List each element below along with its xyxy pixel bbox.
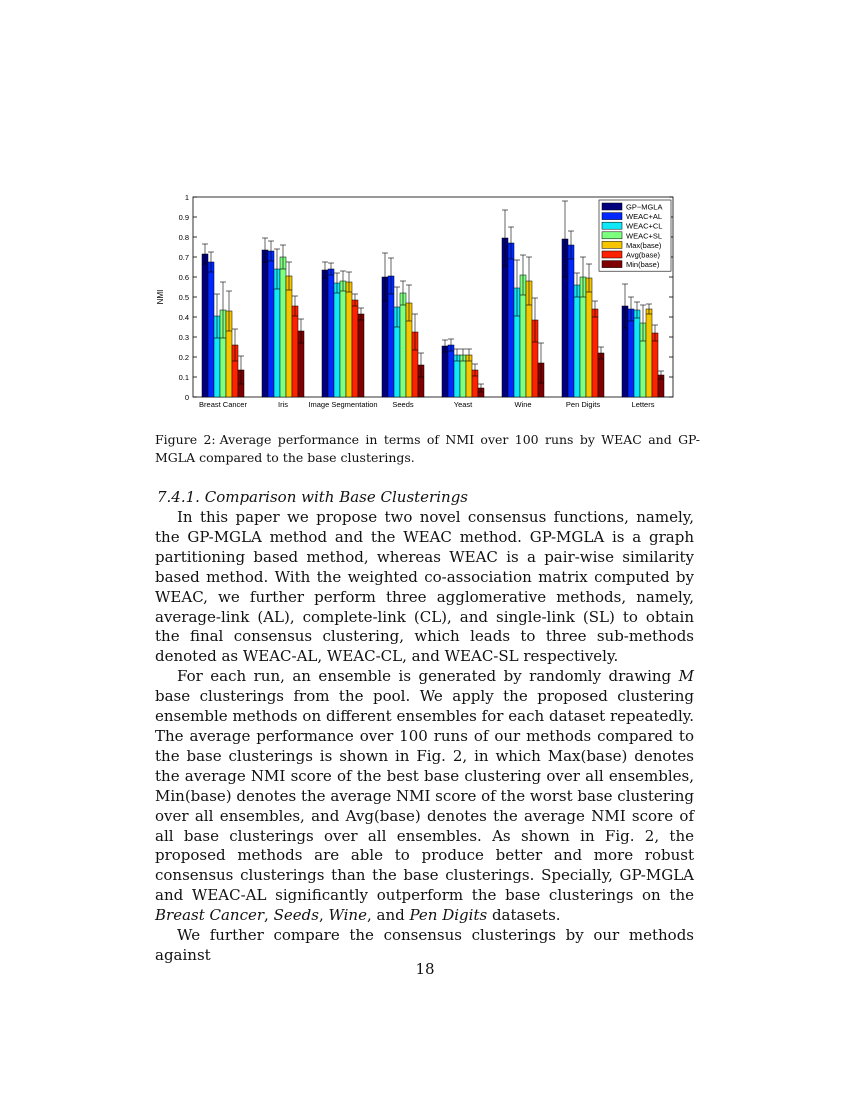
dataset-pen-digits: Pen Digits (409, 906, 488, 925)
dataset-breast-cancer: Breast Cancer (155, 906, 265, 925)
bar (646, 309, 652, 397)
x-tick-label: Yeast (453, 400, 473, 409)
y-tick-label: 0.2 (178, 353, 189, 362)
p2-sep-1: , (264, 906, 274, 925)
y-tick-label: 0.1 (178, 373, 189, 382)
y-tick-label: 0.6 (178, 273, 189, 282)
x-tick-label: Letters (631, 400, 655, 409)
body-text (155, 508, 694, 966)
bar (208, 262, 214, 397)
bar (268, 251, 274, 397)
nmi-bar-chart (150, 190, 690, 415)
legend-label: WEAC+CL (626, 221, 663, 231)
legend-swatch (602, 251, 622, 258)
y-tick-label: 0.4 (178, 313, 189, 322)
paragraph-2 (155, 667, 694, 926)
y-tick-label: 0.8 (178, 233, 189, 242)
legend-label: WEAC+AL (626, 212, 663, 222)
bar (352, 300, 358, 397)
bar (442, 346, 448, 397)
bar (358, 314, 364, 397)
y-tick-label: 0.5 (178, 293, 189, 302)
section-title: Comparison with Base Clusterings (204, 488, 468, 506)
section-heading (157, 487, 702, 507)
bar (262, 250, 268, 397)
legend-swatch (602, 241, 622, 248)
y-tick-label: 0 (184, 393, 189, 402)
caption-label: Figure 2: (155, 432, 216, 447)
bar (628, 309, 634, 397)
legend-swatch (602, 213, 622, 220)
bar (280, 257, 286, 397)
bar (634, 310, 640, 397)
p2-sep-3: , and (366, 906, 410, 925)
legend-swatch (602, 261, 622, 268)
legend-label: WEAC+SL (626, 231, 663, 241)
bar (598, 353, 604, 397)
y-tick-label: 0.9 (178, 213, 189, 222)
bar (574, 285, 580, 397)
bar (448, 345, 454, 397)
legend-label: Avg(base) (626, 250, 661, 260)
figure-caption (155, 431, 700, 467)
legend-label: Min(base) (626, 260, 660, 270)
bar (286, 276, 292, 397)
bar (334, 283, 340, 397)
caption-text: Average performance in terms of NMI over 100 runs by WEAC and GP-MGLA compared to the base clusterings. (155, 432, 701, 465)
variable-m: M (678, 667, 694, 686)
page-number: 18 (415, 960, 435, 978)
bar (592, 309, 598, 397)
bar (508, 243, 514, 397)
paragraph-1: In this paper we propose two novel consensus functions, namely, the GP-MGLA method and the WEAC method. GP-MGLA is a graph partitioning based method, whereas WEAC is a pair-wise similarity based method. With the weighted co-association matrix computed by WEAC, we further perform three agglomerative methods, namely, average-link (AL), complete-link (CL), and single-link (SL) to obtain the final consensus clustering, which leads to three sub-methods denoted as WEAC-AL, WEAC-CL, and WEAC-SL respectively. (155, 508, 694, 666)
y-tick-label: 1 (184, 193, 189, 202)
x-tick-label: Iris (278, 400, 288, 409)
legend-swatch (602, 222, 622, 229)
bar (568, 245, 574, 397)
x-tick-label: Seeds (392, 400, 414, 409)
bar (328, 269, 334, 397)
legend-swatch (602, 203, 622, 210)
dataset-wine: Wine (328, 906, 367, 925)
p2-sep-2: , (318, 906, 329, 925)
legend-label: GP−MGLA (626, 202, 663, 212)
legend-label: Max(base) (626, 240, 662, 250)
bar (202, 254, 208, 397)
bar (652, 333, 658, 397)
paragraph-3: We further compare the consensus clusterings by our methods against (155, 926, 694, 964)
x-tick-label: Wine (514, 400, 532, 409)
bar (292, 306, 298, 397)
y-axis-label: NMI (156, 289, 165, 305)
bar (322, 270, 328, 397)
y-tick-label: 0.3 (178, 333, 189, 342)
bar (400, 293, 406, 397)
bar (340, 281, 346, 397)
x-tick-label: Image Segmentation (308, 400, 378, 409)
p2-text-end: datasets. (487, 906, 561, 925)
y-tick-label: 0.7 (178, 253, 189, 262)
x-tick-label: Pen Digits (565, 400, 601, 409)
dataset-seeds: Seeds (273, 906, 319, 925)
bar (586, 278, 592, 397)
section-number: 7.4.1. (157, 488, 200, 506)
x-tick-label: Breast Cancer (199, 400, 247, 409)
legend-swatch (602, 232, 622, 239)
chart-svg (150, 190, 690, 415)
p2-text-b: base clusterings from the pool. We apply the proposed clustering ensemble methods on different ensembles for each dataset repeatedly. The average performance over 100 runs of our methods compared to the base clusterings is shown in Fig. 2, in which Max(base) denotes the average NMI score of the best base clustering over all ensembles, Min(base) denotes the average NMI score of the worst base clustering over all ensembles, and Avg(base) denotes the average NMI score of all base clusterings over all ensembles. As shown in Fig. 2, the proposed methods are able to produce better and more robust consensus clusterings than the base clusterings. Specially, GP-MGLA and WEAC-AL significantly outperform the base clusterings on the (155, 687, 694, 905)
p2-text-a: For each run, an ensemble is generated by randomly drawing (177, 667, 679, 686)
bar (346, 282, 352, 397)
